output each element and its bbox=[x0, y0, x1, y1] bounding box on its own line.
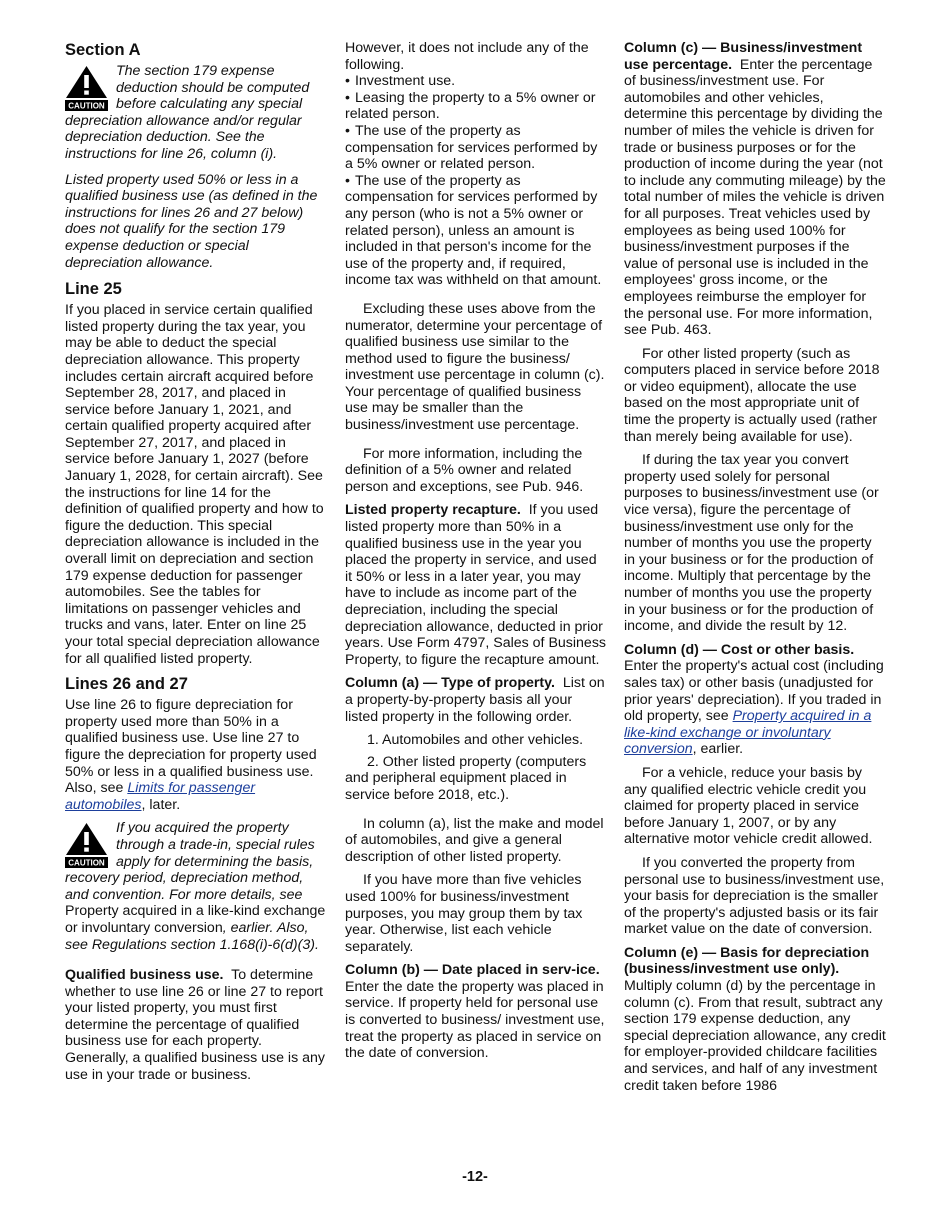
column-c-paragraph bbox=[624, 40, 886, 339]
exclusions-intro: However, it does not include any of the following. bbox=[345, 40, 589, 73]
excluding-uses-text: Excluding these uses above from the numerator, determine your percentage of qualified business use similar to the method used to figure the business/ investment use percentage in column (c). Your percentage of qualified business use may be smaller than the business/investment use percentage. bbox=[345, 300, 605, 434]
line-25-text: If you placed in service certain qualified listed property during the tax year, you may be able to deduct the special depreciation allowance. This property includes certain aircraft acquired before September 28, 2017, and placed in service before January 1, 2021, and certain qualified property acquired after September 27, 2017, and placed in service before January 1, 2027 (before January 1, 2028, for certain aircraft). See the instructions for line 14 for the definition of qualified property and how to figure the deduction. This special depreciation allowance is included in the overall limit on depreciation and section 179 expense deduction for passenger automobiles. See the tables for limitations on passenger vehicles and trucks and vans, later. Enter on line 25 your total special depreciation allowance for all qualified listed property. bbox=[65, 302, 324, 667]
lines-26-27-text bbox=[65, 697, 327, 813]
property-acquired-link[interactable]: Property acquired in a like-kind exchange or involuntary conversion bbox=[624, 708, 872, 758]
more-info-text: For more information, including the definition of a 5% owner and related person and exceptions, see Pub. 946. bbox=[345, 445, 584, 495]
bullet-icon: • bbox=[345, 89, 350, 106]
qualified-business-use-text: To determine whether to use line 26 or line 27 to report your listed property, you must first determine the percentage of qualified business use for each property. Generally, a qualified business use is any use in your trade or business. bbox=[65, 967, 325, 1083]
column-c-other-text: For other listed property (such as computers placed in service before 2018 or video equipment), allocate the use based on the most appropriate unit of time the property is actually used (rather than merely being available for use). bbox=[624, 345, 880, 445]
list-item: 2. Other listed property (computers and peripheral equipment placed in service before 2018, etc.). bbox=[345, 753, 587, 803]
column-e-paragraph bbox=[624, 945, 886, 1094]
column-2 bbox=[345, 40, 607, 1069]
caution-icon bbox=[65, 65, 108, 111]
column-c-text: Enter the percentage of business/investment use. For automobiles and other vehicles, determine this percentage by dividing the number of miles the vehicle is driven for trade or business purposes or for the production of income during the year (not to include any commuting mileage) by the total number of miles the vehicle is driven for all purposes. Treat vehicles used by employees as being used 100% for business/investment purposes if the value of personal use is included in the employees' gross income, or the employees reimburse the employer for the personal use. For more information, see Pub. 463. bbox=[624, 56, 886, 339]
column-d-vehicle-text: For a vehicle, reduce your basis by any qualified electric vehicle credit you claimed for property placed in service before January 1, 2007, or by any alternative motor vehicle credit allowed. bbox=[624, 764, 873, 848]
column-d-text-a: Enter the property's actual cost (including sales tax) or other basis (unadjusted for prior years' depreciation). If you traded in old property, see bbox=[624, 658, 884, 725]
bullet-icon: • bbox=[345, 122, 350, 139]
caution-label: CAUTION bbox=[68, 858, 105, 868]
bullet-text: The use of the property as compensation for services performed by any person (who is not a 5% owner or related person), unless an amount is included in that person's income for the use of the property and, if required, income tax was withheld on that amount. bbox=[345, 172, 602, 289]
column-a-heading: Column (a) — Type of property. bbox=[345, 675, 555, 692]
qualified-business-use-paragraph bbox=[65, 967, 327, 1083]
listed-property-recapture-paragraph bbox=[345, 502, 607, 668]
bullet-icon: • bbox=[345, 172, 350, 189]
column-a-paragraph bbox=[345, 675, 607, 725]
bullet-text: The use of the property as compensation for services performed by a 5% owner or related person. bbox=[345, 122, 598, 173]
column-e-heading: Column (e) — Basis for depreciation (business/investment use only). bbox=[624, 944, 870, 978]
line-25-heading: Line 25 bbox=[65, 280, 122, 299]
column-b-paragraph bbox=[345, 962, 607, 1062]
caution-2-reference: Property acquired in a like-kind exchange or involuntary conversion bbox=[65, 903, 326, 936]
caution-note-2 bbox=[65, 820, 327, 953]
column-d-text-b: , earlier. bbox=[692, 741, 744, 758]
caution-icon bbox=[65, 822, 108, 868]
bullet-item bbox=[345, 73, 607, 90]
column-b-text: Enter the date the property was placed in service. If property held for personal use is converted to business/ investment use, treat the property as placed in service on the date of conversion. bbox=[345, 978, 605, 1062]
column-c-heading: Column (c) — Business/investment use percentage. bbox=[624, 40, 863, 73]
column-a-model-text: In column (a), list the make and model of automobiles, and give a general description of other listed property. bbox=[345, 815, 604, 865]
lines-26-27-text-a: Use line 26 to figure depreciation for property used more than 50% in a qualified business use. Use line 27 to figure the depreciation for property used 50% or less in a qualified business use. Also, see bbox=[65, 697, 317, 797]
recapture-heading: Listed property recapture. bbox=[345, 502, 521, 519]
lines-26-27-heading: Lines 26 and 27 bbox=[65, 675, 188, 694]
bullet-item bbox=[345, 123, 607, 173]
column-a-group-text: If you have more than five vehicles used 100% for business/investment purposes, you may group them by tax year. Otherwise, list each vehicle separately. bbox=[345, 872, 583, 955]
list-item: 1. Automobiles and other vehicles. bbox=[367, 732, 584, 749]
column-b-heading: Column (b) — Date placed in serv-ice. bbox=[345, 962, 600, 979]
bullet-text: Investment use. bbox=[354, 73, 456, 90]
bullet-icon: • bbox=[345, 73, 350, 90]
caution-note-1 bbox=[65, 63, 327, 163]
column-c-convert-text: If during the tax year you convert property used solely for personal purposes to business/investment use (or vice versa), figure the percentage of business/investment use only for the number of months you use the property in your business or for the production of income. Multiply that percentage by the number of months you use the property in your business or for the production of income, and divide the result by 12. bbox=[624, 452, 879, 635]
caution-1-text: The section 179 expense deduction should be computed before calculating any special depreciation allowance and/or regular depreciation deduction. See the instructions for line 26, column (i). bbox=[65, 63, 310, 162]
recapture-text: If you used listed property more than 50% in a qualified business use in the year you placed the property in service, and used it 50% or less in a later year, you may have to include as income part of the depreciation, including the special depreciation allowance, deducted in prior years. Use Form 4797, Sales of Business Property, to figure the recapture amount. bbox=[345, 502, 607, 668]
column-d-heading: Column (d) — Cost or other basis. bbox=[624, 641, 855, 658]
lines-26-27-text-b: , later. bbox=[141, 796, 181, 813]
caution-label: CAUTION bbox=[68, 101, 105, 111]
column-e-text: Multiply column (d) by the percentage in column (c). From that result, subtract any section 179 expense deduction, any special depreciation allowance, any credit for employer-provided childcare facilities and services, and half of any investment credit taken before 1986 bbox=[624, 978, 886, 1094]
property-order-list bbox=[345, 732, 607, 803]
column-d-converted-text: If you converted the property from personal use to business/investment use, your basis for depreciation is the smaller of the property's adjusted basis or its fair market value on the date of conversion. bbox=[624, 854, 885, 938]
listed-property-note: Listed property used 50% or less in a qualified business use (as defined in the instructions for lines 26 and 27 below) does not qualify for the section 179 expense deduction or special depreciation allowance. bbox=[65, 171, 318, 271]
column-3 bbox=[624, 40, 886, 1101]
column-d-paragraph bbox=[624, 642, 886, 758]
bullet-text: Leasing the property to a 5% owner or related person. bbox=[345, 89, 596, 123]
qualified-business-use-heading: Qualified business use. bbox=[65, 967, 224, 984]
column-a-text: List on a property-by-property basis all your listed property in the following order. bbox=[345, 675, 605, 725]
column-1 bbox=[65, 40, 327, 1090]
bullet-item bbox=[345, 173, 607, 289]
page-number: -12- bbox=[462, 1169, 488, 1185]
bullet-item bbox=[345, 90, 607, 123]
caution-2-text-a: If you acquired the property through a trade-in, special rules apply for determining the basis, recovery period, depreciation method, and convention. For more details, see bbox=[65, 820, 315, 903]
section-a-heading: Section A bbox=[65, 41, 141, 59]
limits-passenger-automobiles-link[interactable]: Limits for passenger automobiles bbox=[65, 780, 256, 813]
caution-2-text-b: , earlier. Also, see Regulations section 1.168(i)-6(d)(3). bbox=[65, 919, 319, 953]
